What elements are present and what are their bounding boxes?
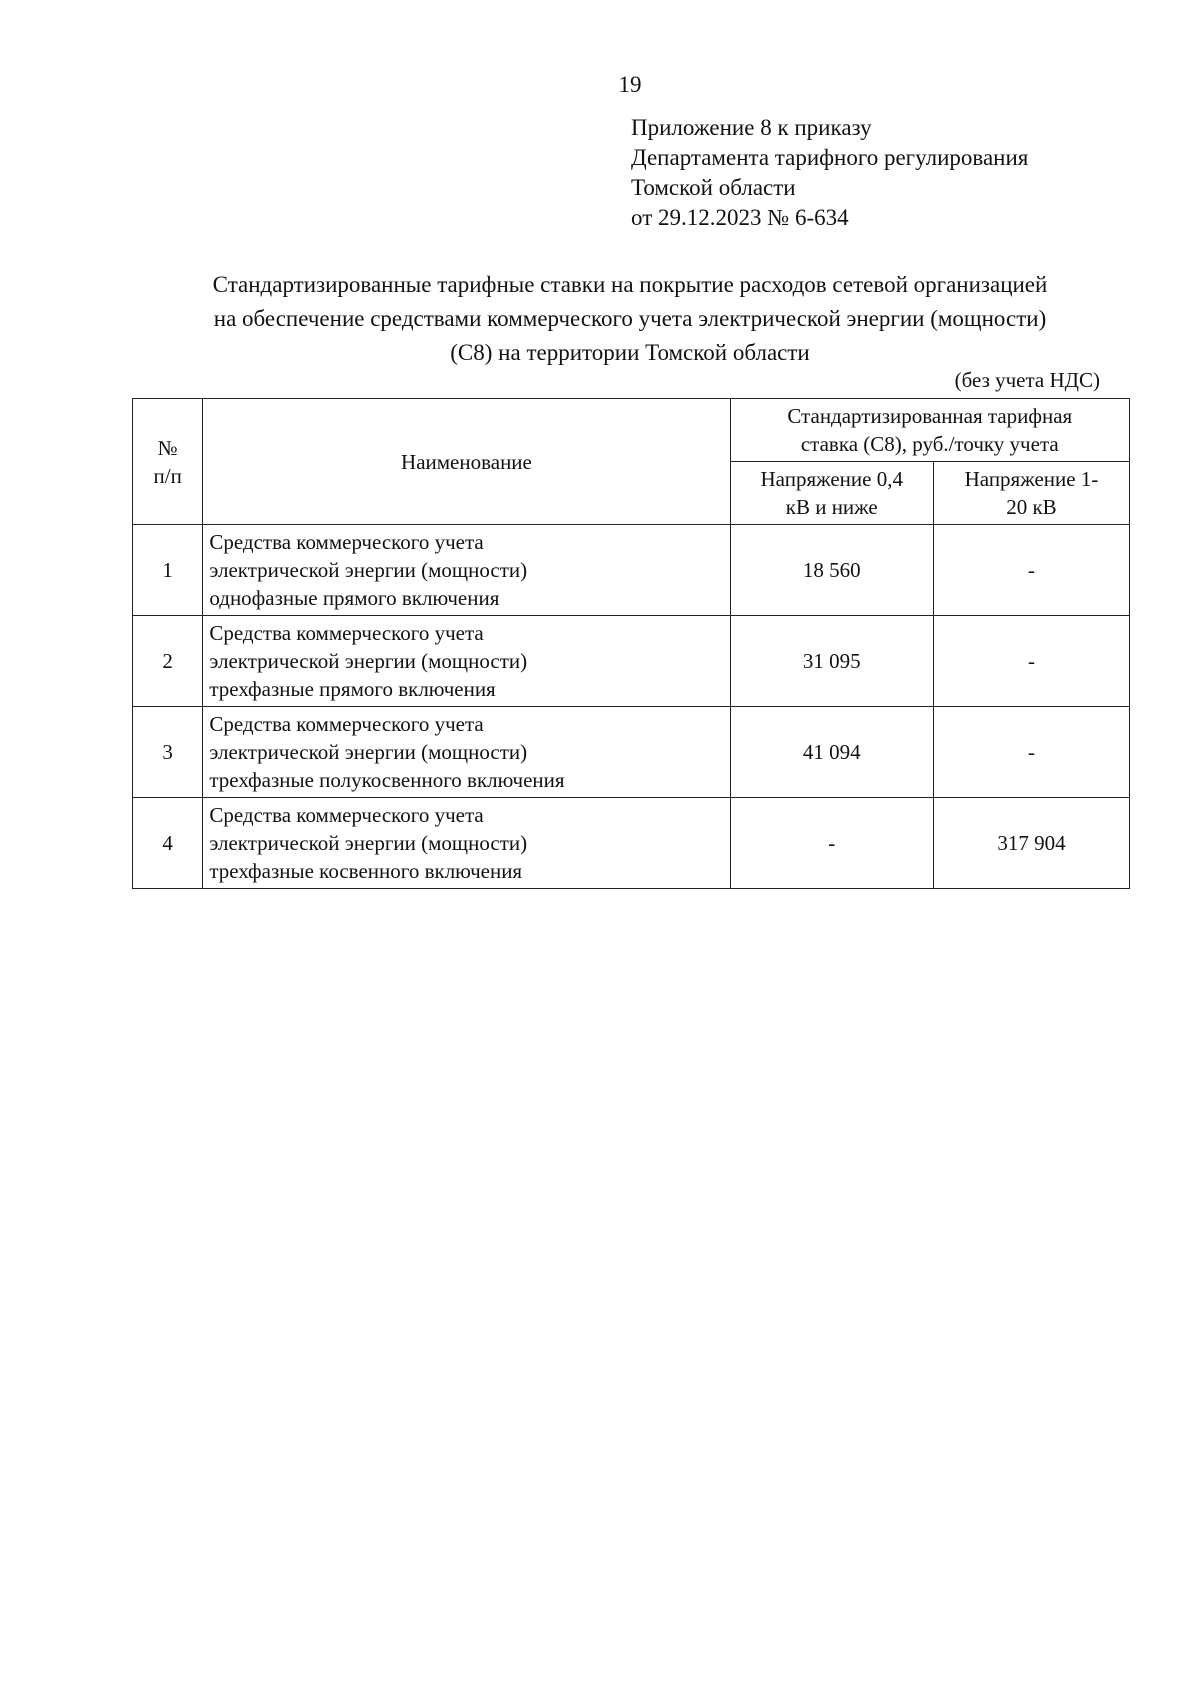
table-row xyxy=(133,616,1130,707)
row-name: Средства коммерческого учета электрической энергии (мощности) трехфазные полукосвенного включения xyxy=(203,707,730,798)
appendix-reference xyxy=(631,113,1028,233)
row-name: Средства коммерческого учета электрической энергии (мощности) трехфазные прямого включения xyxy=(203,616,730,707)
row-name: Средства коммерческого учета электрической энергии (мощности) однофазные прямого включения xyxy=(203,525,730,616)
header-rate-group: Стандартизированная тарифная ставка (С8), руб./точку учета xyxy=(730,399,1129,462)
row-number: 1 xyxy=(133,525,203,616)
header-number: № п/п xyxy=(133,399,203,525)
row-voltage-high: - xyxy=(933,616,1129,707)
table-header-row xyxy=(133,399,1130,462)
table-row xyxy=(133,798,1130,889)
row-voltage-low: 41 094 xyxy=(730,707,933,798)
row-number: 4 xyxy=(133,798,203,889)
appendix-line: Томской области xyxy=(631,175,796,200)
row-number: 3 xyxy=(133,707,203,798)
appendix-line: Департамента тарифного регулирования xyxy=(631,145,1029,170)
title-line: (С8) на территории Томской области xyxy=(450,340,810,365)
vat-note: (без учета НДС) xyxy=(954,368,1100,392)
row-voltage-high: - xyxy=(933,525,1129,616)
title-line: Стандартизированные тарифные ставки на покрытие расходов сетевой организацией xyxy=(212,272,1048,297)
appendix-line: Приложение 8 к приказу xyxy=(631,115,872,140)
header-name: Наименование xyxy=(203,399,730,525)
row-number: 2 xyxy=(133,616,203,707)
header-voltage-high: Напряжение 1- 20 кВ xyxy=(933,462,1129,525)
row-voltage-low: 18 560 xyxy=(730,525,933,616)
header-voltage-low: Напряжение 0,4 кВ и ниже xyxy=(730,462,933,525)
table-row xyxy=(133,525,1130,616)
document-title xyxy=(120,268,1140,370)
row-voltage-low: - xyxy=(730,798,933,889)
row-voltage-high: 317 904 xyxy=(933,798,1129,889)
table-row xyxy=(133,707,1130,798)
appendix-line: от 29.12.2023 № 6-634 xyxy=(631,205,849,230)
row-voltage-high: - xyxy=(933,707,1129,798)
row-voltage-low: 31 095 xyxy=(730,616,933,707)
title-line: на обеспечение средствами коммерческого учета электрической энергии (мощности) xyxy=(213,306,1047,331)
page-number: 19 xyxy=(618,72,642,97)
row-name: Средства коммерческого учета электрической энергии (мощности) трехфазные косвенного включения xyxy=(203,798,730,889)
tariff-table xyxy=(132,398,1130,889)
